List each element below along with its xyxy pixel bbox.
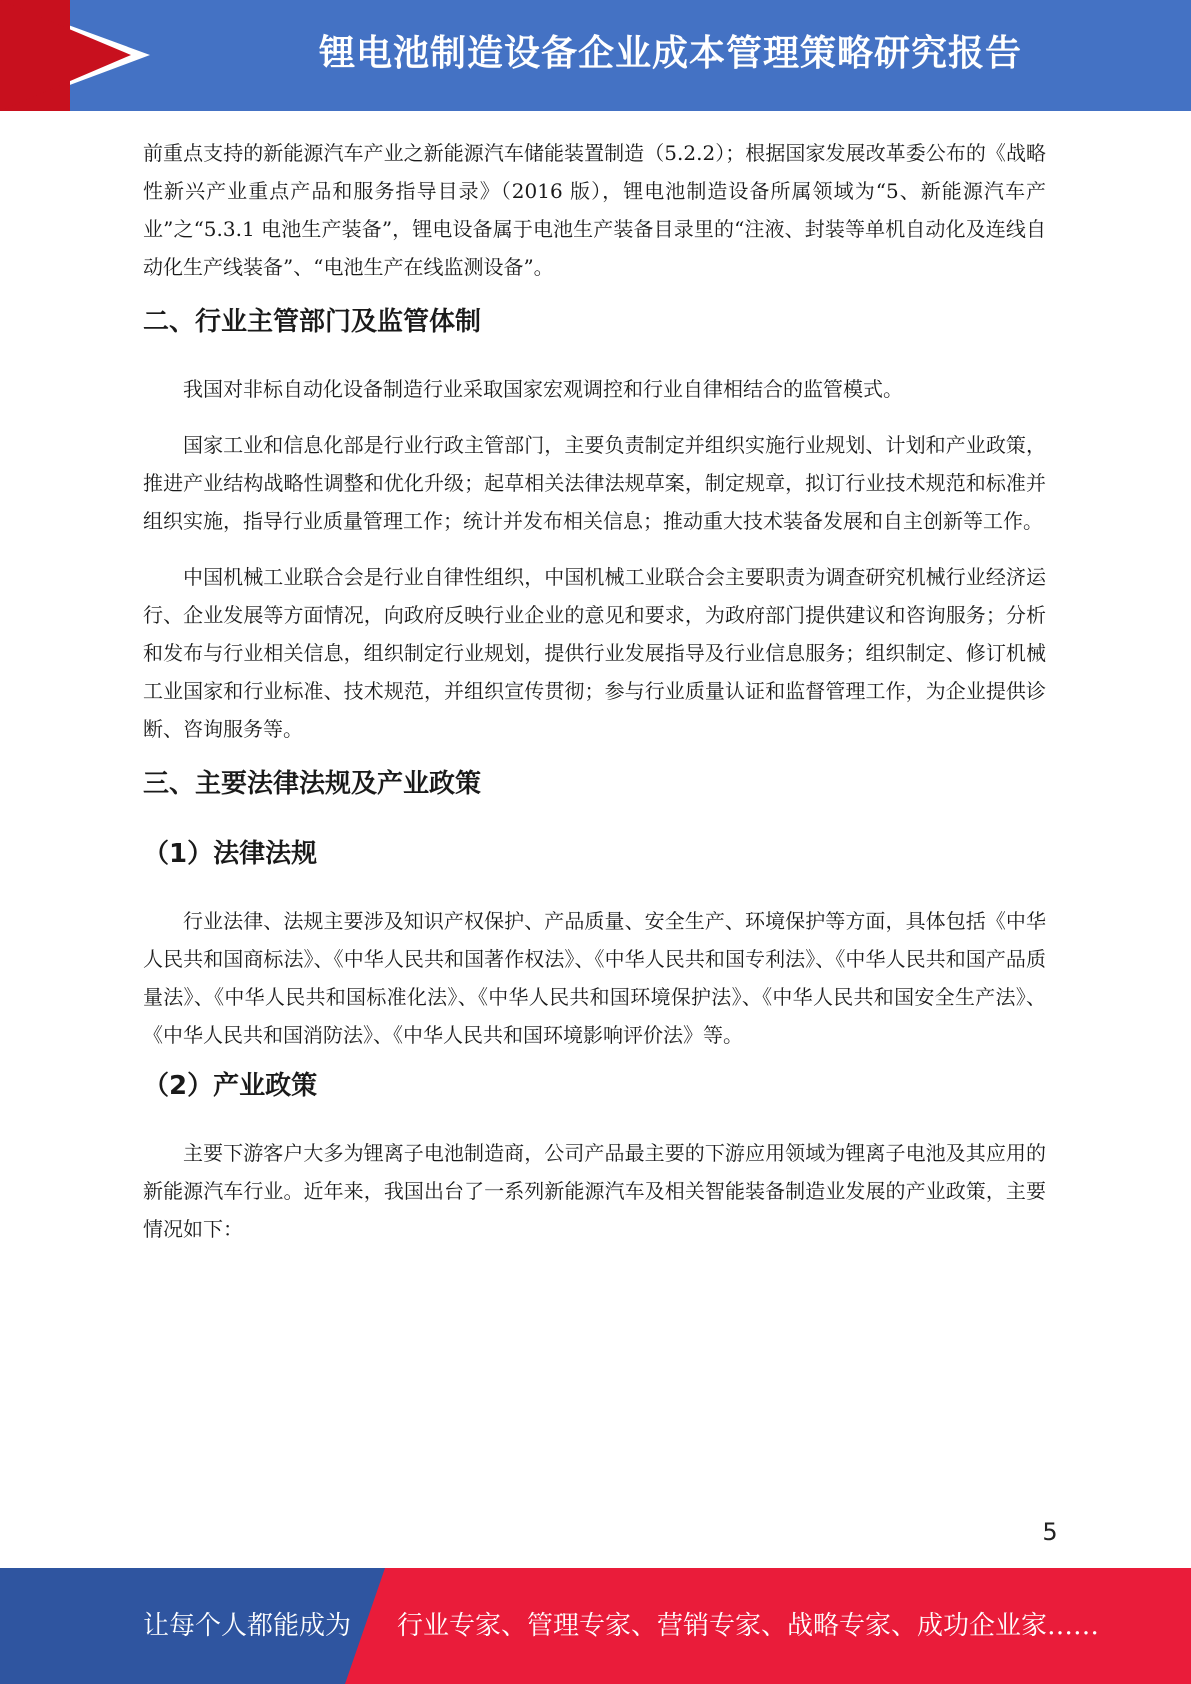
- paragraph-intro: 前重点支持的新能源汽车产业之新能源汽车储能装置制造（5.2.2）；根据国家发展改革委公布的《战略性新兴产业重点产品和服务指导目录》（2016 版），锂电池制造设备所属领域为“5、新能源汽车产业”之“5.3.1 电池生产装备”，锂电设备属于电池生产装备目录里的“注液、封装等单机自动化及连线自动化生产线装备”、“电池生产在线监测设备”。: [143, 141, 1046, 279]
- paragraph-miit: 国家工业和信息化部是行业行政主管部门，主要负责制定并组织实施行业规划、计划和产业政策，推进产业结构战略性调整和优化升级；起草相关法律法规草案，制定规章，拟订行业技术规范和标准并组织实施，指导行业质量管理工作；统计并发布相关信息；推动重大技术装备发展和自主创新等工作。: [143, 433, 1046, 533]
- header-chevron: [0, 0, 131, 111]
- paragraph-laws: 行业法律、法规主要涉及知识产权保护、产品质量、安全生产、环境保护等方面，具体包括《中华人民共和国商标法》、《中华人民共和国著作权法》、《中华人民共和国专利法》、《中华人民共和国产品质量法》、《中华人民共和国标准化法》、《中华人民共和国环境保护法》、《中华人民共和国安全生产法》、《中华人民共和国消防法》、《中华人民共和国环境影响评价法》等。: [143, 909, 1046, 1047]
- page-footer: [0, 1568, 1191, 1684]
- report-title: 锂电池制造设备企业成本管理策略研究报告: [318, 33, 1022, 74]
- document-body: [143, 134, 1046, 1248]
- footer-slogan-right: 行业专家、管理专家、营销专家、战略专家、成功企业家……: [397, 1611, 1100, 1641]
- page-header: [0, 0, 1191, 111]
- paragraph-policies: 主要下游客户大多为锂离子电池制造商，公司产品最主要的下游应用领域为锂离子电池及其应用的新能源汽车行业。近年来，我国出台了一系列新能源汽车及相关智能装备制造业发展的产业政策，主要情况如下：: [143, 1141, 1046, 1241]
- footer-slogan-left: 让每个人都能成为: [143, 1611, 352, 1641]
- page-number: 5: [1042, 1518, 1058, 1546]
- section-heading-regulation: 二、行业主管部门及监管体制: [143, 307, 482, 337]
- subsection-heading-policies: （2）产业政策: [143, 1071, 318, 1101]
- paragraph-machinery-federation: 中国机械工业联合会是行业自律性组织，中国机械工业联合会主要职责为调查研究机械行业经济运行、企业发展等方面情况，向政府反映行业企业的意见和要求，为政府部门提供建议和咨询服务；分析和发布与行业相关信息，组织制定行业规划，提供行业发展指导及行业信息服务；组织制定、修订机械工业国家和行业标准、技术规范，并组织宣传贯彻；参与行业质量认证和监督管理工作，为企业提供诊断、咨询服务等。: [143, 565, 1046, 741]
- section-heading-laws-policies: 三、主要法律法规及产业政策: [143, 769, 482, 799]
- paragraph-regulatory-model: 我国对非标自动化设备制造行业采取国家宏观调控和行业自律相结合的监管模式。: [183, 377, 903, 401]
- subsection-heading-laws: （1）法律法规: [143, 839, 318, 869]
